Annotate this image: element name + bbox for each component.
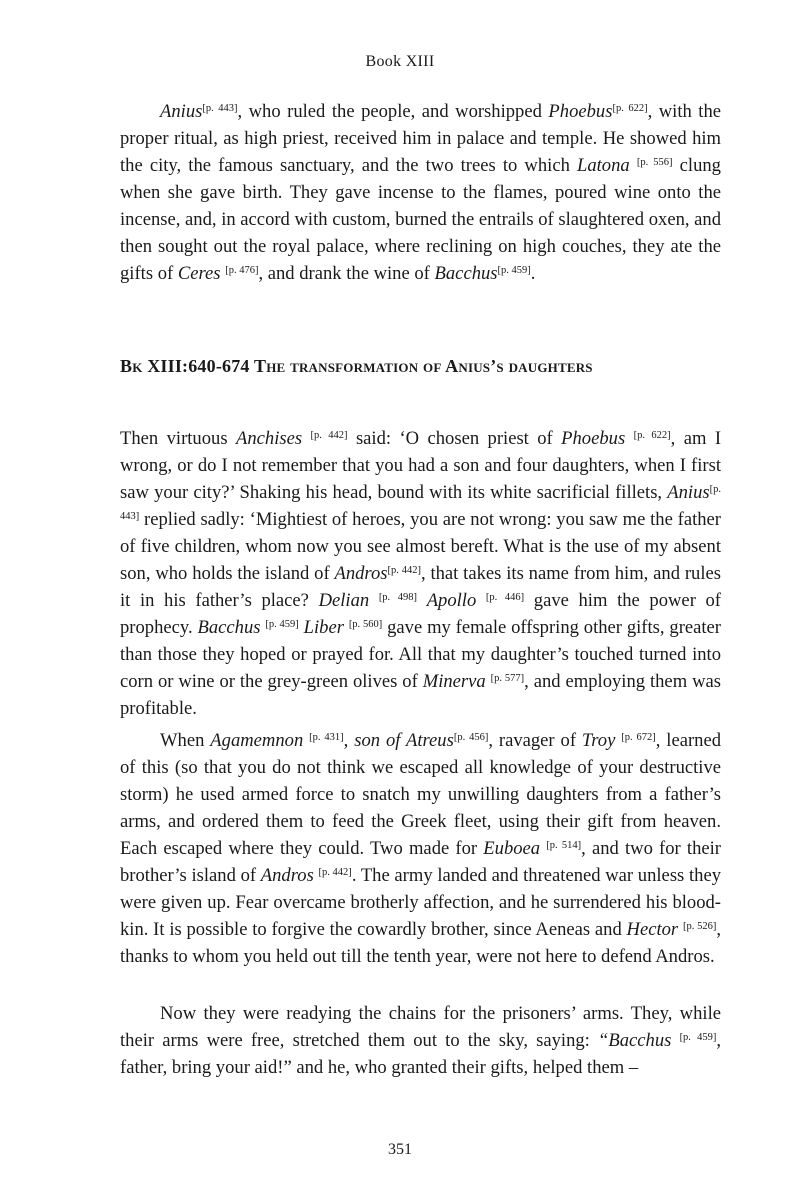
name-apollo: Apollo bbox=[426, 590, 477, 611]
name-minerva: Minerva bbox=[422, 671, 486, 692]
name-anius: Anius bbox=[667, 482, 710, 503]
paragraph-3: When Agamemnon [p. 431], son of Atreus[p. 456], ravager of Troy [p. 672], learned of this (so that you do not think we escaped all knowledge of your destructive storm) he used armed force to snatch my unwilling daughters from a father’s arms, and ordered them to feed the Greek fleet, using their gift from heaven. Each escaped where they could. Two made for Euboea [p. 514], and two for their brother’s island of Andros [p. 442]. The army landed and threatened war unless they were given up. Fear overcame brotherly affection, and he surrendered his blood-kin. It is possible to forgive the cowardly brother, since Aeneas and Hector [p. 526], thanks to whom you held out till the tenth year, were not here to defend Andros. bbox=[120, 730, 722, 967]
page-ref: [p. 514] bbox=[546, 840, 582, 851]
page-ref: [p. 459] bbox=[497, 265, 531, 276]
name-agamemnon: Agamemnon bbox=[210, 730, 304, 751]
name-latona: Latona bbox=[577, 155, 630, 176]
running-head: Book XIII bbox=[365, 53, 435, 70]
page-ref: [p. 622] bbox=[612, 103, 648, 114]
page-ref: [p. 443] bbox=[120, 484, 721, 522]
name-euboea: Euboea bbox=[483, 838, 541, 859]
name-liber: Liber bbox=[303, 617, 344, 638]
page-ref: [p. 442] bbox=[387, 565, 421, 576]
paragraph-2: Then virtuous Anchises [p. 442] said: ‘O chosen priest of Phoebus [p. 622], am I wrong, or do I not remember that you had a son and four daughters, when I first saw your city?’ Shaking his head, bound with its white sacrificial fillets, Anius[p. 443] replied sadly: ‘Mightiest of heroes, you are not wrong: you saw me the father of five children, whom now you see almost bereft. What is the use of my absent son, who holds the island of Andros[p. 442], that takes its name from him, and rules it in his father’s place? Delian [p. 498] Apollo [p. 446] gave him the power of prophecy. Bacchus [p. 459] Liber [p. 560] gave my female offspring other gifts, greater than those they hoped or prayed for. All that my daughter’s touched turned into corn or wine or the grey-green olives of Minerva [p. 577], and employing them was profitable. bbox=[120, 428, 722, 719]
name-phoebus: Phoebus bbox=[561, 428, 626, 449]
section-number: Bk XIII:640-674 bbox=[120, 356, 254, 376]
name-delian: Delian bbox=[318, 590, 370, 611]
page-ref: [p. 431] bbox=[309, 732, 344, 743]
page-ref: [p. 526] bbox=[682, 921, 717, 932]
page-number: 351 bbox=[388, 1141, 412, 1158]
name-son-of-atreus: son of Atreus bbox=[354, 730, 454, 751]
page-ref: [p. 577] bbox=[490, 673, 525, 684]
page-ref: [p. 560] bbox=[348, 619, 383, 630]
page-ref: [p. 446] bbox=[485, 592, 525, 603]
name-bacchus: Bacchus bbox=[197, 617, 261, 638]
page-ref: [p. 456] bbox=[453, 732, 489, 743]
name-andros: Andros bbox=[260, 865, 314, 886]
page-ref: [p. 498] bbox=[378, 592, 418, 603]
name-phoebus: Phoebus bbox=[548, 101, 613, 122]
name-troy: Troy bbox=[581, 730, 616, 751]
page-ref: [p. 476] bbox=[225, 265, 259, 276]
name-bacchus: “Bacchus bbox=[598, 1030, 672, 1051]
name-hector: Hector bbox=[626, 919, 679, 940]
page-ref: [p. 622] bbox=[633, 430, 671, 441]
name-andros: Andros bbox=[334, 563, 388, 584]
name-anius: Anius bbox=[160, 101, 203, 122]
name-bacchus: Bacchus bbox=[434, 263, 498, 284]
page-ref: [p. 442] bbox=[318, 867, 352, 878]
page-ref: [p. 672] bbox=[621, 732, 656, 743]
page-ref: [p. 556] bbox=[636, 157, 673, 168]
name-ceres: Ceres bbox=[177, 263, 221, 284]
section-title: The transformation of Anius’s daughters bbox=[254, 356, 593, 376]
name-anchises: Anchises bbox=[235, 428, 303, 449]
page-ref: [p. 443] bbox=[202, 103, 238, 114]
page-ref: [p. 442] bbox=[310, 430, 348, 441]
paragraph-1: Anius[p. 443], who ruled the people, and worshipped Phoebus[p. 622], with the proper ritual, as high priest, received him in palace and temple. He showed him the city, the famous sanctuary, and the two trees to which Latona [p. 556] clung when she gave birth. They gave incense to the flames, poured wine onto the incense, and, in accord with custom, burned the entrails of slaughtered oxen, and then sought out the royal palace, where reclining on high couches, they ate the gifts of Ceres [p. 476], and drank the wine of Bacchus[p. 459]. bbox=[120, 101, 722, 284]
paragraph-4: Now they were readying the chains for the prisoners’ arms. They, while their arms were free, stretched them out to the sky, saying: “Bacchus [p. 459], father, bring your aid!” and he, who granted their gifts, helped them – bbox=[120, 1003, 721, 1078]
page-ref: [p. 459] bbox=[265, 619, 299, 630]
page-ref: [p. 459] bbox=[679, 1032, 717, 1043]
section-heading bbox=[120, 356, 721, 377]
